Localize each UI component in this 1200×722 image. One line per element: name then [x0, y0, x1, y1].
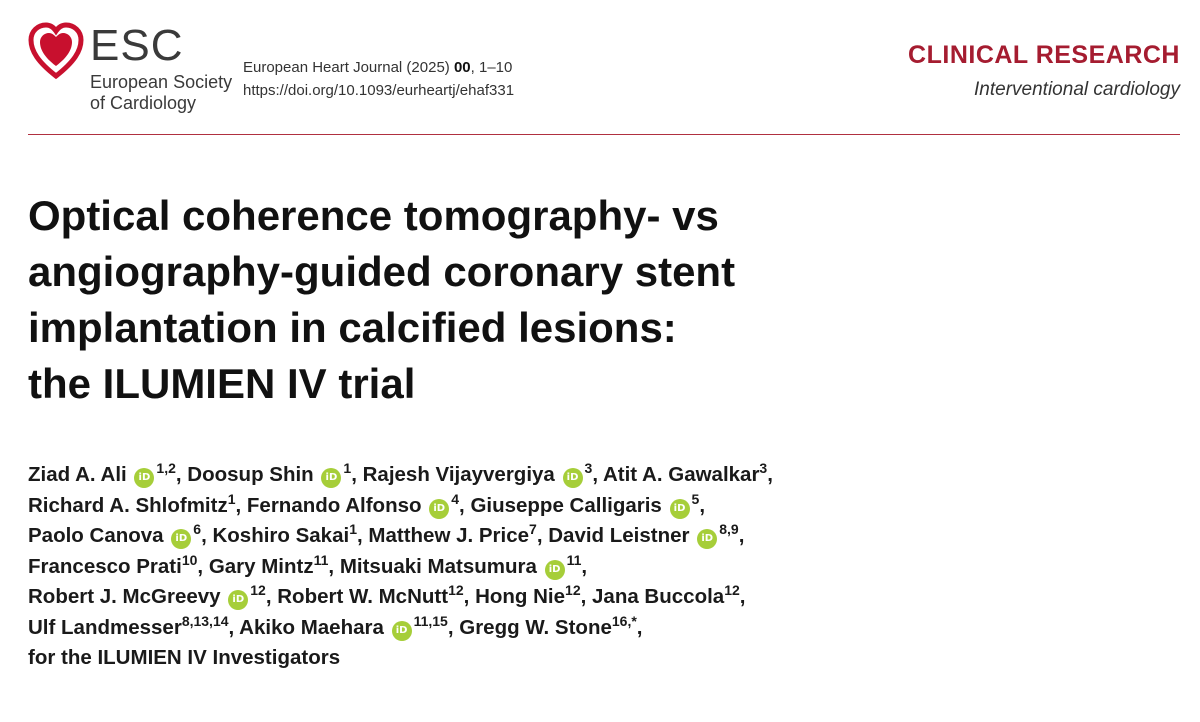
- affiliation-marker: 12: [250, 582, 266, 598]
- author-line: Ziad A. Ali iD$^{1,2}$, Doosup Shin $iD^1$, Rajesh Vijayvergiya $iD^3$, Atit A. Gawalkar$^3$,: [28, 460, 773, 486]
- heart-logo-icon: [28, 22, 84, 80]
- section-category: CLINICAL RESEARCH: [908, 41, 1180, 69]
- article-title: [28, 188, 1178, 412]
- title-line: implantation in calcified lesions:: [28, 304, 677, 351]
- esc-logo[interactable]: [28, 20, 240, 120]
- journal-name: European Heart Journal (2025): [243, 59, 454, 76]
- author-name[interactable]: Atit A. Gawalkar: [602, 463, 760, 486]
- author-name[interactable]: Matthew J. Price: [368, 524, 530, 547]
- orcid-icon[interactable]: iD: [670, 499, 690, 519]
- author-name[interactable]: Paolo Canova: [28, 524, 164, 547]
- author-name[interactable]: David Leistner: [548, 524, 690, 547]
- author-name[interactable]: Fernando Alfonso: [246, 493, 422, 517]
- journal-pages: , 1–10: [470, 59, 513, 76]
- affiliation-marker: 8,13,14: [181, 612, 229, 629]
- journal-volume: 00: [453, 59, 471, 76]
- affiliation-marker: 5: [691, 490, 700, 507]
- affiliation-marker: 11,15: [413, 612, 448, 629]
- affiliation-marker: 6: [193, 521, 202, 537]
- author-name[interactable]: Robert J. McGreevy: [28, 585, 221, 608]
- author-name[interactable]: Rajesh Vijayvergiya: [362, 463, 555, 486]
- orcid-icon[interactable]: iD: [171, 529, 191, 549]
- header-divider: [28, 134, 1180, 135]
- orcid-icon[interactable]: iD: [392, 621, 412, 641]
- affiliation-marker: 8,9: [719, 521, 739, 537]
- author-name[interactable]: Hong Nie: [475, 585, 566, 608]
- society-line-2: of Cardiology: [90, 93, 197, 113]
- author-name[interactable]: Mitsuaki Matsumura: [339, 554, 537, 578]
- author-name[interactable]: Francesco Prati: [28, 554, 182, 578]
- affiliation-marker: 16,*: [611, 612, 637, 629]
- journal-citation: [243, 56, 514, 102]
- author-line: Ulf Landmesser$^{8,13,14}$, Akiko Maehara iD$^{11,15}$, Gregg W. Stone$^{16,*}$,: [28, 612, 643, 639]
- author-name[interactable]: Ziad A. Ali: [28, 463, 127, 486]
- author-name[interactable]: Richard A. Shlofmitz: [28, 493, 228, 517]
- affiliation-marker: 1: [349, 521, 357, 537]
- investigator-group: for the ILUMIEN IV Investigators: [28, 646, 341, 669]
- author-line: Paolo Canova $iD^6$, Koshiro Sakai$^1$, Matthew J. Price$^7$, David Leistner iD$^{8,9}$,: [28, 521, 745, 547]
- orcid-icon[interactable]: iD: [697, 529, 717, 549]
- affiliation-marker: 4: [451, 490, 460, 507]
- author-name[interactable]: Giuseppe Calligaris: [470, 493, 662, 517]
- orcid-icon[interactable]: iD: [228, 590, 248, 610]
- affiliation-marker: 10: [181, 551, 198, 568]
- affiliation-marker: 1,2: [156, 460, 176, 476]
- orcid-icon[interactable]: iD: [563, 468, 583, 488]
- orcid-icon[interactable]: iD: [545, 560, 565, 580]
- author-line: Richard A. Shlofmitz$^1$, Fernando Alfonso $iD^4$, Giuseppe Calligaris $iD^5$,: [28, 490, 706, 517]
- affiliation-marker: 1: [227, 490, 236, 507]
- affiliation-marker: 11: [566, 551, 582, 568]
- affiliation-marker: 1: [343, 460, 352, 476]
- author-line: Robert J. McGreevy $iD^{12}$, Robert W. McNutt$^{12}$, Hong Nie$^{12}$, Jana Buccola$^{12}$,: [28, 582, 746, 608]
- author-name[interactable]: Gregg W. Stone: [459, 615, 612, 639]
- society-line-1: European Society: [90, 72, 233, 92]
- article-section: [908, 40, 1180, 104]
- affiliation-marker: 12: [565, 582, 581, 598]
- esc-wordmark: ESC: [90, 21, 184, 70]
- author-name[interactable]: Akiko Maehara: [239, 615, 384, 639]
- author-line: Francesco Prati$^{10}$, Gary Mintz$^{11}$, Mitsuaki Matsumura $iD^{11}$,: [28, 551, 588, 578]
- section-subcategory: Interventional cardiology: [974, 79, 1180, 100]
- journal-name-line: [243, 56, 514, 79]
- title-line: Optical coherence tomography- vs: [28, 192, 719, 239]
- orcid-icon[interactable]: iD: [321, 468, 341, 488]
- affiliation-marker: 7: [529, 521, 537, 537]
- orcid-icon[interactable]: iD: [134, 468, 154, 488]
- affiliation-marker: 12: [448, 582, 464, 598]
- doi-link[interactable]: https://doi.org/10.1093/eurheartj/ehaf331: [243, 82, 515, 99]
- affiliation-marker: 12: [724, 582, 740, 598]
- orcid-icon[interactable]: iD: [429, 499, 449, 519]
- author-name[interactable]: Robert W. McNutt: [277, 585, 449, 608]
- author-name[interactable]: Ulf Landmesser: [28, 615, 182, 639]
- title-line: angiography-guided coronary stent: [28, 248, 736, 295]
- author-name[interactable]: Doosup Shin: [187, 463, 314, 486]
- affiliation-marker: 11: [313, 551, 329, 568]
- author-list: [28, 460, 1178, 674]
- author-name[interactable]: Gary Mintz: [208, 554, 314, 578]
- author-name[interactable]: Jana Buccola: [592, 585, 725, 608]
- author-name[interactable]: Koshiro Sakai: [212, 524, 350, 547]
- affiliation-marker: 3: [584, 460, 593, 476]
- affiliation-marker: 3: [759, 460, 768, 476]
- society-name: [90, 72, 232, 114]
- title-line: the ILUMIEN IV trial: [28, 360, 416, 407]
